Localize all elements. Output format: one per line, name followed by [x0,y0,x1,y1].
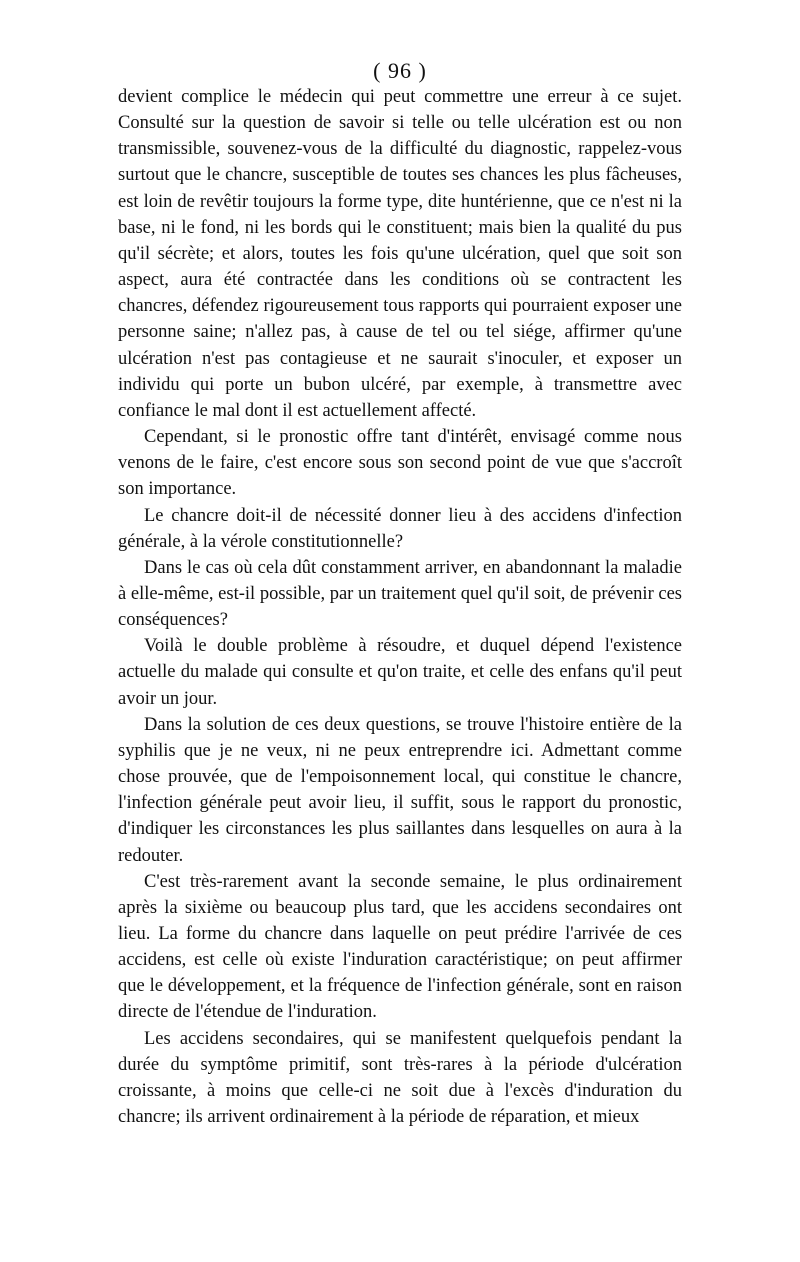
paragraph: Voilà le double problème à résoudre, et duquel dépend l'existence actuelle du malade qui consulte et qu'on traite, et celle des enfans qu'il peut avoir un jour. [118,636,682,709]
paragraph: Dans le cas où cela dût constamment arriver, en abandonnant la maladie à elle-même, est-il possible, par un traitement quel qu'il soit, de prévenir ces conséquences? [118,557,682,631]
text-body [118,84,682,1130]
paragraph: Cependant, si le pronostic offre tant d'intérêt, envisagé comme nous venons de le faire, c'est encore sous son second point de vue que s'accroît son importance. [118,427,682,500]
paragraph: Les accidens secondaires, qui se manifestent quelquefois pendant la durée du symptôme primitif, sont très-rares à la période d'ulcération croissante, à moins que celle-ci ne soit due à l'excès d'induration du chancre; ils arrivent ordinairement à la période de réparation, et mieux [118,1028,682,1128]
paragraph: devient complice le médecin qui peut commettre une erreur à ce sujet. Consulté sur la question de savoir si telle ou telle ulcération est ou non transmissible, souvenez-vous de la difficulté du diagnostic, rappelez-vous surtout que le chancre, susceptible de toutes ses chances les plus fâcheuses, est loin de revêtir toujours la forme type, dite huntérienne, que ce n'est ni la base, ni le fond, ni les bords qui le constituent; mais bien la qualité du pus qu'il sécrète; et alors, toutes les fois qu'une ulcération, quel que soit son aspect, aura été contractée dans les conditions où se contractent les chancres, défendez rigoureusement tous rapports qui pourraient exposer une personne saine; n'allez pas, à cause de tel ou tel siége, affirmer qu'une ulcération n'est pas contagieuse et ne saurait s'inoculer, et exposer un individu qui porte un bubon ulcéré, par exemple, à transmettre avec confiance le mal dont il est actuellement affecté. [118,87,682,421]
paragraph: C'est très-rarement avant la seconde semaine, le plus ordinairement après la sixième ou beaucoup plus tard, que les accidens secondaires ont lieu. La forme du chancre dans laquelle on peut prédire l'arrivée de ces accidens, est celle où existe l'induration caractéristique; on peut affirmer que le développement, et la fréquence de l'infection générale, sont en raison directe de l'étendue de l'induration. [118,871,682,1023]
page-number: ( 96 ) [373,58,427,83]
paragraph: Dans la solution de ces deux questions, se trouve l'histoire entière de la syphilis que je ne veux, ni ne peux entreprendre ici. Admettant comme chose prouvée, que de l'empoisonnement local, qui constitue le chancre, l'infection générale peut avoir lieu, il suffit, sous le rapport du pronostic, d'indiquer les circonstances les plus saillantes dans lesquelles on aura à la redouter. [118,714,682,866]
paragraph: Le chancre doit-il de nécessité donner lieu à des accidens d'infection générale, à la vérole constitutionnelle? [118,505,682,552]
